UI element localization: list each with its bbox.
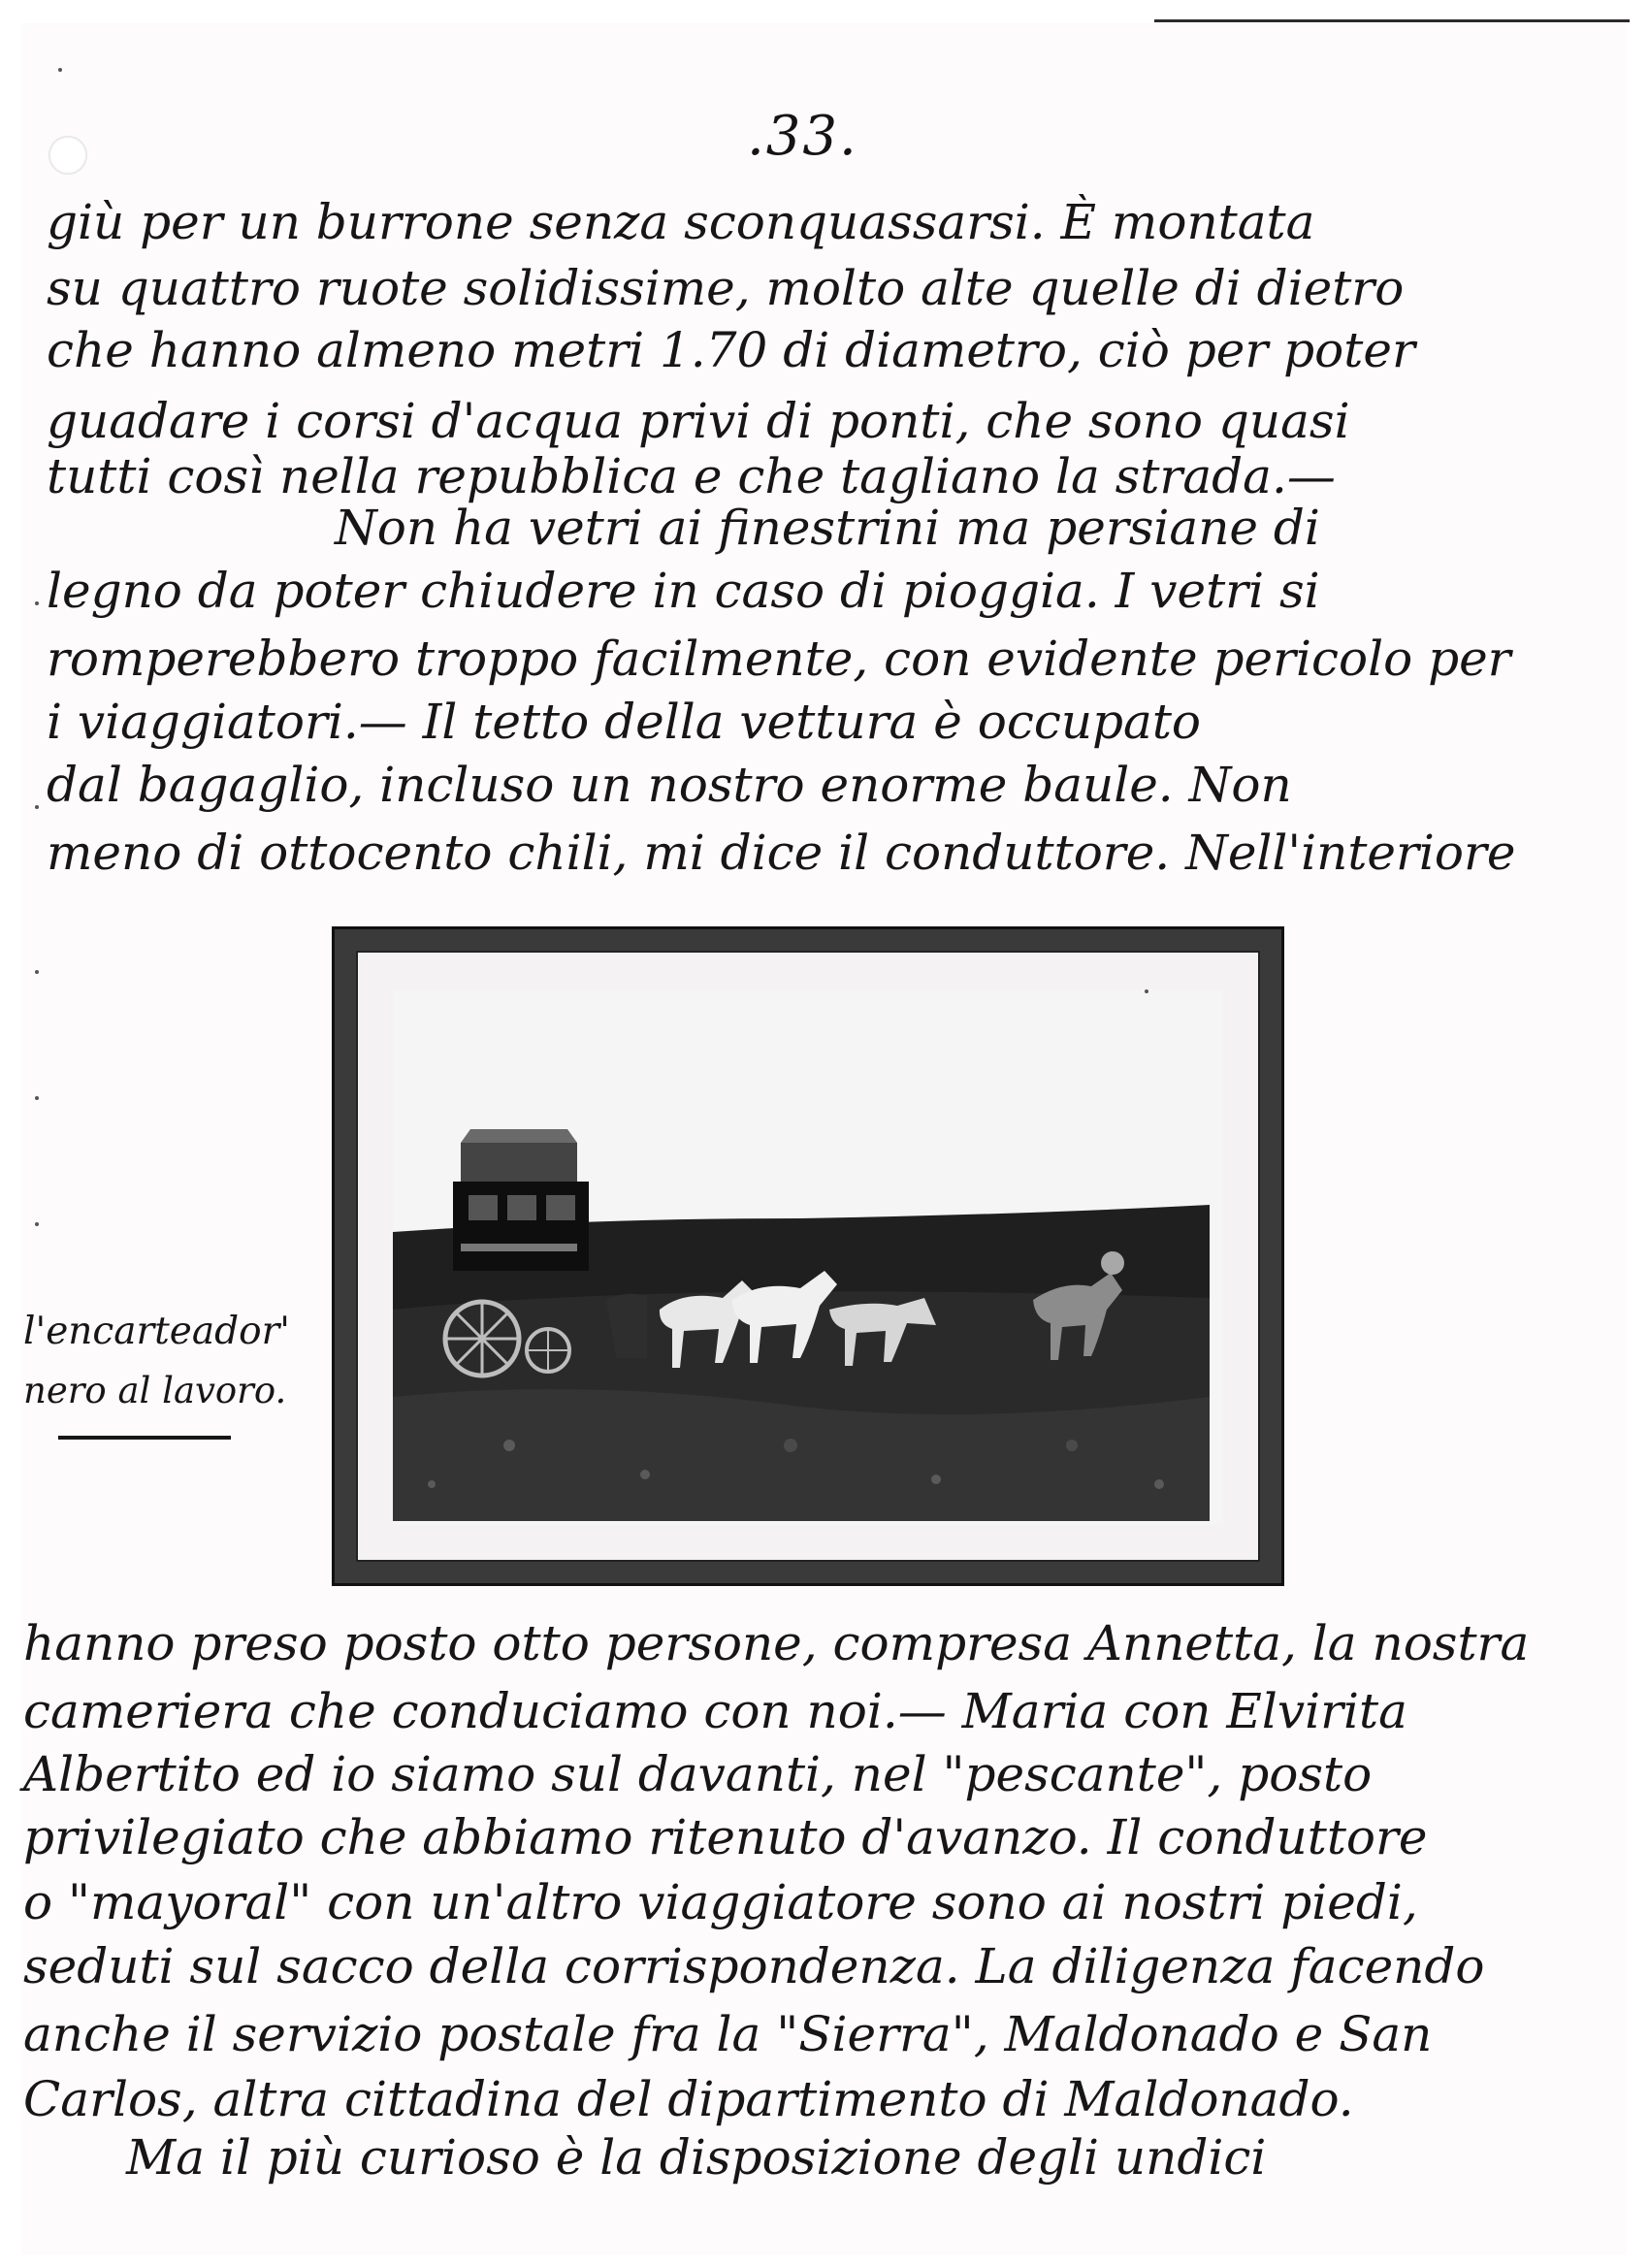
text-line: tutti così nella repubblica e che tagliano la strada.— — [47, 448, 1336, 504]
coach-window — [507, 1195, 536, 1220]
text-line: romperebbero troppo facilmente, con evidente pericolo per — [47, 631, 1511, 687]
margin-speck — [35, 601, 39, 605]
text-line: giù per un burrone senza sconquassarsi. È montata — [47, 194, 1315, 250]
text-line: cameriera che conduciamo con noi.— Maria con Elvirita — [23, 1683, 1407, 1739]
coach-stripe — [461, 1244, 577, 1251]
text-line: Non ha vetri ai finestrini ma persiane di — [335, 500, 1320, 556]
text-line: Ma il più curioso è la disposizione degli undici — [126, 2129, 1267, 2186]
page-number: .33. — [747, 105, 858, 168]
top-edge-rule — [1154, 19, 1630, 22]
photo-frame — [332, 926, 1284, 1586]
text-line: Albertito ed io siamo sul davanti, nel "pescante", posto — [23, 1746, 1373, 1802]
caption-underline — [58, 1436, 231, 1440]
text-line: su quattro ruote solidissime, molto alte quelle di dietro — [47, 260, 1405, 316]
text-line: dal bagaglio, incluso un nostro enorme baule. Non — [47, 757, 1292, 813]
driver-figure — [1101, 1251, 1124, 1275]
coach-window — [469, 1195, 498, 1220]
text-line: i viaggiatori.— Il tetto della vettura è occupato — [47, 694, 1202, 750]
coach-luggage — [461, 1143, 577, 1182]
stagecoach-scene — [393, 989, 1210, 1521]
coach-roof — [461, 1129, 577, 1143]
margin-speck — [35, 970, 39, 974]
margin-speck — [35, 805, 39, 809]
text-line: privilegiato che abbiamo ritenuto d'avanzo. Il conduttore — [23, 1809, 1428, 1865]
margin-speck — [1145, 989, 1148, 993]
photo-caption-line: l'encarteador' — [23, 1310, 290, 1353]
punch-hole — [48, 136, 87, 175]
text-line: meno di ottocento chili, mi dice il conduttore. Nell'interiore — [47, 825, 1516, 881]
text-line: guadare i corsi d'acqua privi di ponti, che sono quasi — [47, 393, 1350, 449]
stagecoach — [445, 1129, 589, 1376]
coach-body — [453, 1182, 589, 1271]
stagecoach-photo — [393, 989, 1223, 1525]
margin-speck — [35, 1222, 39, 1226]
text-line: che hanno almeno metri 1.70 di diametro, ciò per poter — [47, 322, 1415, 378]
text-line: anche il servizio postale fra la "Sierra", Maldonado e San — [23, 2006, 1433, 2062]
margin-speck — [35, 1096, 39, 1100]
text-line: hanno preso posto otto persone, compresa Annetta, la nostra — [23, 1615, 1530, 1671]
photo-mat — [356, 951, 1260, 1562]
text-line: seduti sul sacco della corrispondenza. La diligenza facendo — [23, 1938, 1485, 1994]
text-line: legno da poter chiudere in caso di pioggia. I vetri si — [47, 563, 1320, 619]
text-line: Carlos, altra cittadina del dipartimento di Maldonado. — [23, 2071, 1354, 2127]
margin-speck — [58, 68, 62, 72]
text-line: o "mayoral" con un'altro viaggiatore sono ai nostri piedi, — [23, 1874, 1418, 1930]
photo-caption-line: nero al lavoro. — [23, 1370, 287, 1411]
coach-window — [546, 1195, 575, 1220]
